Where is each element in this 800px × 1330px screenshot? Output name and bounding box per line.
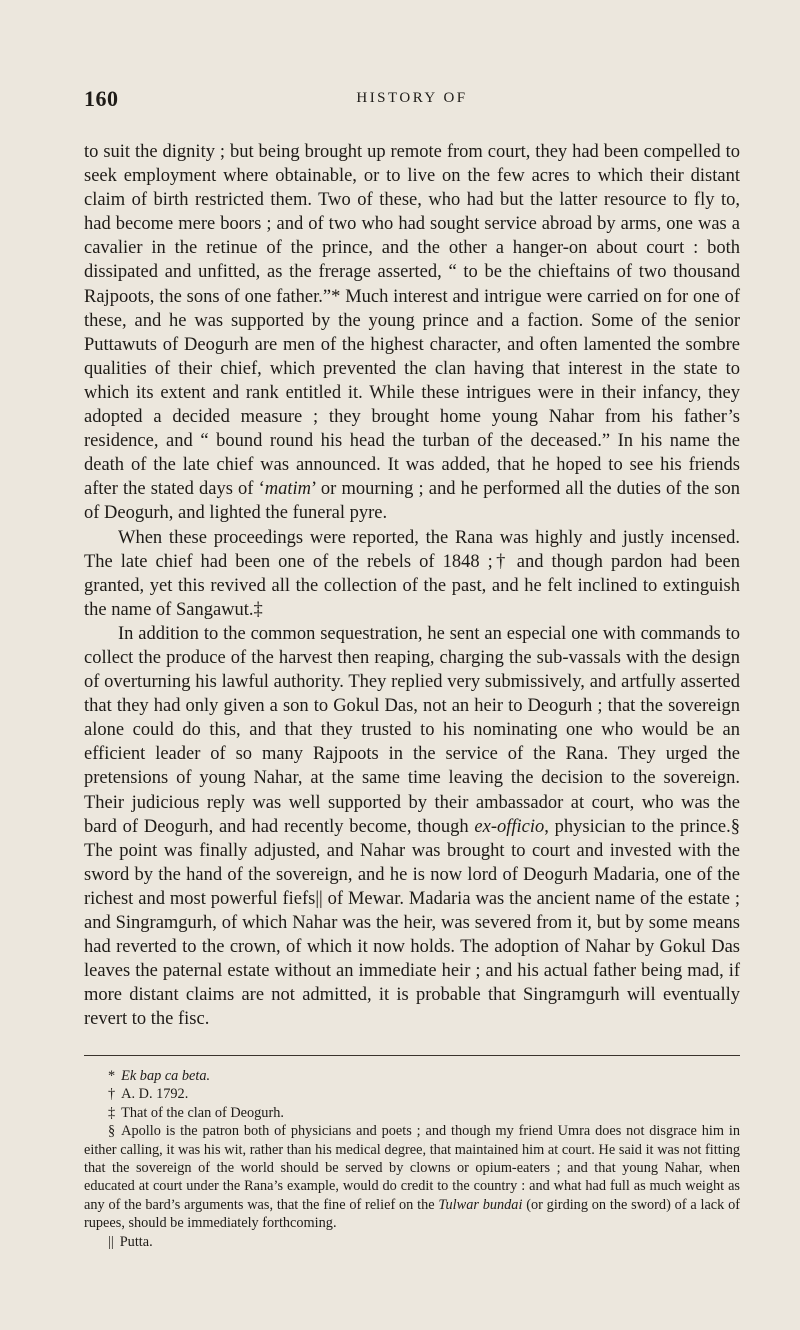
term-matim: matim (264, 479, 311, 500)
footnote-1 (84, 1067, 740, 1085)
paragraph-3-part-1: In addition to the common sequestration, he sent an especial one with commands to collect the produce of the harvest then reaping, charging the sub-vassals with the design of overturning his lawful authority. They replied very submissively, and artfully asserted that they had only given a son to Gokul Das, not an heir to Deogurh ; that the sovereign alone could do this, and that they trusted to his nominating one who would be an efficient leader of so many Rajpoots in the service of the Rana. They urged the pretensions of young Nahar, at the same time leaving the decision to the sovereign. Their judicious reply was well supported by their ambassador at court, who was the bard of Deogurh, and had recently become, though (84, 623, 740, 837)
footnotes (84, 1067, 740, 1251)
footnote-text: Ek bap ca beta. (121, 1068, 211, 1084)
footnote-2 (84, 1085, 740, 1103)
footnote-4 (84, 1122, 740, 1232)
paragraph-3 (84, 622, 740, 1032)
paragraph-1 (84, 140, 740, 526)
term-tulwar-bundai: Tulwar bundai (438, 1196, 523, 1213)
paragraph-1-part-2: ’ or mourning ; and he performed all the duties of the son of Deogurh, and lighted the funeral pyre. (84, 479, 740, 524)
footnote-text: A. D. 1792. (121, 1086, 189, 1103)
footnote-3 (84, 1104, 740, 1122)
body-text (84, 140, 740, 1031)
footnote-text: That of the clan of Deogurh. (121, 1104, 284, 1121)
page-header (84, 86, 740, 112)
paragraph-2: When these proceedings were reported, the Rana was highly and justly incensed. The late chief had been one of the rebels of 1848 ;† and though pardon had been granted, yet this revived all the collection of the past, and he felt inclined to extinguish the name of Sangawut.‡ (84, 527, 740, 620)
footnote-text-part-2: (or girding on the sword) of a lack of rupees, should be immediately forthcoming. (84, 1196, 740, 1232)
footnote-text: Putta. (119, 1233, 153, 1250)
footnote-symbol: † (108, 1086, 116, 1103)
paragraph-1-part-1: to suit the dignity ; but being brought up remote from court, they had been compelled to seek employment where obtainable, or to live on the few acres to which their distant claim of birth restricted them. Two of these, who had but the latter resource to fly to, had become mere boors ; and of two who had sought service abroad by arms, one was a cavalier in the retinue of the prince, and the other a hanger-on about court : both dissipated and unfitted, as the frerage asserted, “ to be the chieftains of two thousand Rajpoots, the sons of one father.”* Much interest and intrigue were carried on for one of these, and he was supported by the young prince and a faction. Some of the senior Puttawuts of Deogurh are men of the highest character, and often lamented the sombre qualities of their chief, which prevented the clan having that interest in the state to which its extent and rank entitled it. While these intrigues were in their infancy, they adopted a decided measure ; they brought home young Nahar from his father’s residence, and “ bound round his head the turban of the deceased.” In his name the death of the late chief was announced. It was added, that he hoped to see his friends after the stated days of ‘ (84, 142, 740, 500)
footnote-divider (84, 1055, 740, 1056)
footnote-symbol: ‡ (108, 1104, 116, 1121)
running-head: HISTORY OF (356, 90, 468, 106)
footnote-text-part-1: Apollo is the patron both of physicians and poets ; and though my friend Umra does not disgrace him in either calling, it was his wit, rather than his medical degree, that maintained him at court. He said it was not fitting that the sovereign of the world should be served by clowns or opium-eaters ; and that young Nahar, when educated at court under the Rana’s example, would do credit to the country : and what had full as much weight as any of the bard’s arguments was, that the fine of relief on the (84, 1123, 740, 1213)
page-number: 160 (84, 86, 119, 111)
footnote-symbol: § (108, 1123, 116, 1140)
footnote-symbol: || (108, 1233, 114, 1250)
term-ex-officio: ex-officio (474, 816, 545, 837)
paragraph-3-part-2: , physician to the prince.§ The point was finally adjusted, and Nahar was brought to court and invested with the sword by the hand of the sovereign, and he is now lord of Deogurh Madaria, one of the richest and most powerful fiefs|| of Mewar. Madaria was the ancient name of the estate ; and Singramgurh, of which Nahar was the heir, was severed from it, but by some means had reverted to the crown, of which it now holds. The adoption of Nahar by Gokul Das leaves the paternal estate without an immediate heir ; and his actual father being mad, if more distant claims are not admitted, it is probable that Singramgurh will eventually revert to the fisc. (84, 816, 740, 1030)
footnote-5 (84, 1233, 740, 1251)
footnote-symbol: * (108, 1068, 116, 1084)
